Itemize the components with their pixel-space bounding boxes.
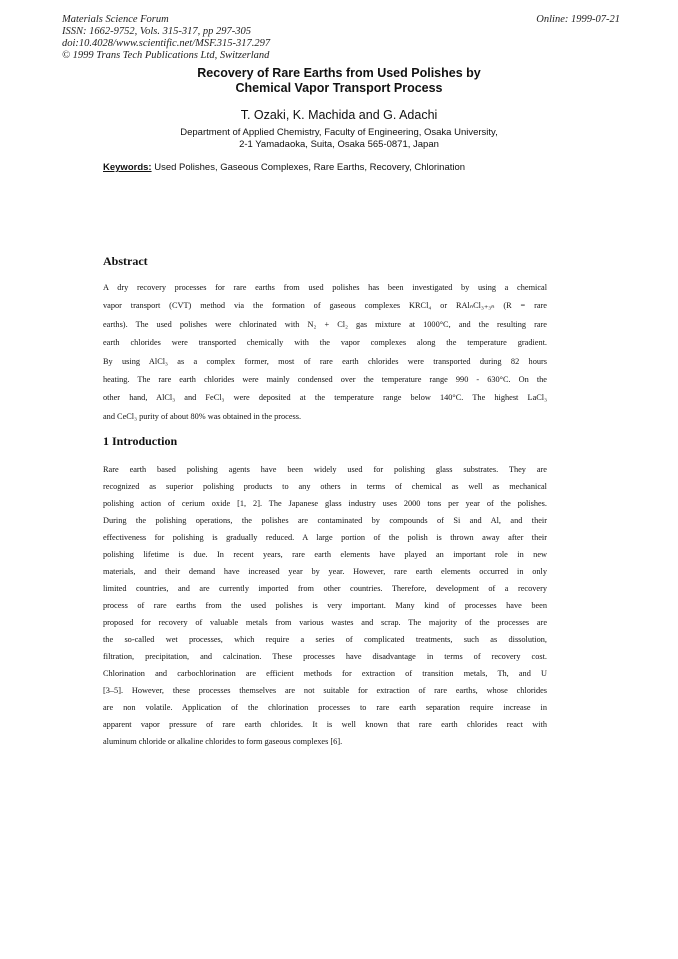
abstract-line: heating. The rare earth chlorides were mainly condensed over the temperature range 990 - 630°C. On the (103, 375, 547, 385)
abstract-heading: Abstract (103, 254, 148, 268)
abstract-line: A dry recovery processes for rare earths from used polishes has been investigated by using a chemical (103, 283, 547, 292)
issn-line: ISSN: 1662-9752, Vols. 315-317, pp 297-305 (62, 26, 251, 37)
intro-line: polishing lifetime is due. In recent years, rare earth elements have played an important role in new (103, 550, 547, 559)
intro-line: filtration, precipitation, and calcination. These processes have disadvantage in terms of recovery cost. (103, 652, 547, 661)
abstract-line: earth chlorides were transported chemically with the vapor complexes along the temperature gradient. (103, 338, 547, 348)
intro-line: apparent vapor pressure of rare earth chlorides. It is well known that rare earth chlorides react with (103, 720, 547, 729)
title-line-1: Recovery of Rare Earths from Used Polishes by (197, 66, 481, 80)
intro-line: limited countries, and are currently imported from other countries. Therefore, development of a recovery (103, 584, 547, 593)
abstract-line: By using AlCl₃ as a complex former, most of rare earth chlorides were transported during 82 hours (103, 356, 547, 366)
abstract-line: other hand, AlCl₃ and FeCl₃ were deposited at the temperature range below 140°C. The highest LaCl₃ (103, 393, 547, 403)
abstract-line: and CeCl₃ purity of about 80% was obtained in the process. (103, 411, 302, 421)
title-line-2: Chemical Vapor Transport Process (235, 81, 443, 95)
journal-header (62, 14, 392, 62)
keywords (103, 162, 465, 173)
keywords-label: Keywords: (103, 162, 152, 173)
intro-line: [3–5]. However, these processes themselves are not suitable for extraction of rare earths, whose chlorides (103, 686, 547, 695)
introduction-heading: 1 Introduction (103, 434, 178, 448)
intro-line: materials, and their demand have increased year by year. However, rare earth elements occurred in only (103, 567, 547, 576)
intro-line: are non volatile. Application of the chlorination processes to rare earth separation require increase in (103, 703, 547, 712)
abstract-paragraph (103, 279, 547, 426)
keywords-text: Used Polishes, Gaseous Complexes, Rare Earths, Recovery, Chlorination (151, 162, 466, 173)
intro-line: Rare earth based polishing agents have been widely used for polishing glass substrates. They are (103, 465, 547, 474)
authors: T. Ozaki, K. Machida and G. Adachi (240, 108, 438, 122)
journal-name: Materials Science Forum (62, 14, 169, 25)
intro-line: polishing action of cerium oxide [1, 2]. The Japanese glass industry uses 2000 tons per year of the polishes. (103, 499, 547, 508)
intro-line: During the polishing operations, the polishes are contaminated by compounds of Si and Al, and their (103, 516, 547, 525)
intro-line: proposed for recovery of valuable metals from various wastes and scrap. The majority of the processes are (103, 618, 547, 627)
introduction-paragraph (103, 461, 547, 750)
online-date: Online: 1999-07-21 (536, 14, 620, 25)
intro-line: the so-called wet processes, which require a series of complicated treatments, such as dissolution, (103, 635, 547, 644)
doi-link[interactable]: doi:10.4028/www.scientific.net/MSF.315-317.297 (62, 38, 271, 49)
affiliation-line-2: 2-1 Yamadaoka, Suita, Osaka 565-0871, Japan (239, 139, 439, 150)
intro-line: recognized as superior polishing products to any others in terms of chemical as well as mechanical (103, 482, 547, 491)
affiliation (0, 127, 678, 151)
intro-line: process of rare earths from the used polishes is very important. Many kind of processes have been (103, 601, 547, 610)
abstract-line: vapor transport (CVT) method via the formation of gaseous complexes KRCl₄ or RAlₙCl₃₊₃ₙ (R = rare (103, 301, 547, 311)
paper-title (0, 66, 678, 96)
intro-line: aluminum chloride or alkaline chlorides to form gaseous complexes [6]. (103, 737, 343, 746)
affiliation-line-1: Department of Applied Chemistry, Faculty of Engineering, Osaka University, (180, 127, 498, 138)
intro-line: Chlorination and carbochlorination are efficient methods for extraction of transition metals, Th, and U (103, 669, 547, 678)
copyright-line: © 1999 Trans Tech Publications Ltd, Switzerland (62, 50, 270, 61)
abstract-line: earths). The used polishes were chlorinated with N₂ + Cl₂ gas mixture at 1000°C, and the resulting rare (103, 319, 547, 329)
intro-line: effectiveness for polishing is gradually reduced. A large portion of the polish is thrown away after their (103, 533, 547, 542)
